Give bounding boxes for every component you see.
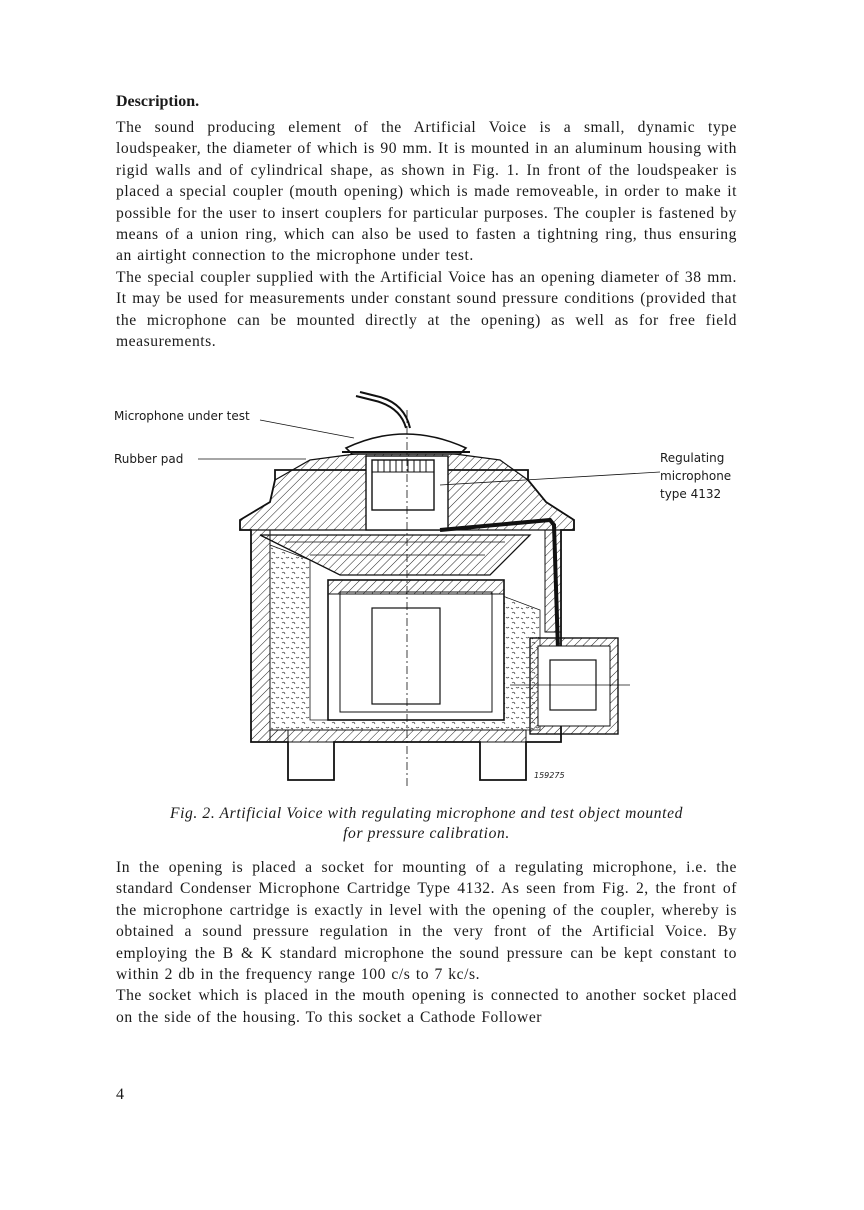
figure-artificial-voice: [110, 380, 760, 795]
paragraph: The special coupler supplied with the Artificial Voice has an opening diameter of 38 mm. It may be used for measurements under constant sound pressure conditions (provided that the microphone can be mounted directly at the opening) as well as for free field measurements.: [116, 268, 737, 351]
housing-bottom: [270, 730, 526, 742]
description-text: [116, 117, 737, 352]
paragraph: The socket which is placed in the mouth opening is connected to another socket placed on the side of the housing. To this socket a Cathode Follower: [116, 987, 737, 1026]
label-regulating-line1: Regulating: [660, 451, 725, 465]
drawing-number: 159275: [534, 771, 565, 780]
caption-line: for pressure calibration.: [343, 825, 510, 842]
paragraph: In the opening is placed a socket for mounting of a regulating microphone, i.e. the standard Condenser Microphone Cartridge Type 4132. As seen from Fig. 2, the front of the microphone cartridge is exactly in level with the opening of the coupler, whereby is obtained a sound pressure regulation in the very front of the Artificial Voice. By employing the B & K standard microphone the sound pressure can be kept constant to within 2 db in the frequency range 100 c/s to 7 kc/s.: [116, 859, 737, 984]
label-microphone-under-test: Microphone under test: [114, 409, 250, 423]
body-text: [116, 857, 737, 1028]
paragraph: The sound producing element of the Artificial Voice is a small, dynamic type loudspeaker, the diameter of which is 90 mm. It is mounted in an aluminum housing with rigid walls and of cylindrical shape, as shown in Fig. 1. In front of the loudspeaker is placed a special coupler (mouth opening) which is made removeable, in order to make it possible for the user to insert couplers for particular purposes. The coupler is fastened by means of a union ring, which can also be used to fasten a tightning ring, thus ensuring an airtight connection to the microphone under test.: [116, 119, 737, 265]
page-number: 4: [116, 1086, 124, 1103]
figure-caption: [116, 804, 737, 844]
caption-line: Fig. 2. Artificial Voice with regulating microphone and test object mounted: [169, 805, 684, 822]
label-regulating-line3: type 4132: [660, 487, 722, 501]
label-regulating-line2: microphone: [660, 469, 732, 483]
section-heading: Description.: [116, 93, 200, 110]
regulating-microphone: [372, 460, 434, 510]
label-rubber-pad: Rubber pad: [114, 452, 184, 466]
test-mic-cable: [356, 396, 406, 428]
